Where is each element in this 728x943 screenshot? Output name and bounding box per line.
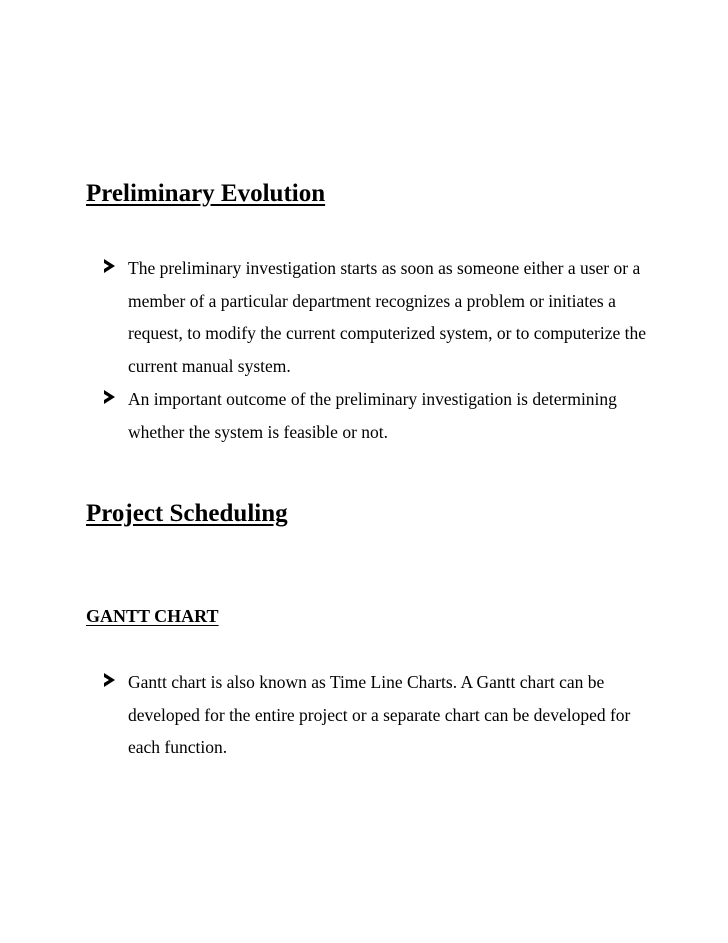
arrow-bullet-icon [104,383,124,416]
bullet-preliminary-1 [104,252,664,382]
heading-gantt-chart: GANTT CHART [86,606,219,626]
heading-project-scheduling: Project Scheduling [86,500,288,527]
bullet-text: Gantt chart is also known as Time Line Charts. A Gantt chart can be developed for the entire project or a separate chart can be developed for each function. [128,672,631,757]
bullet-preliminary-2 [104,383,664,448]
bullet-text: An important outcome of the preliminary investigation is determining whether the system is feasible or not. [128,389,617,442]
bullet-text: The preliminary investigation starts as soon as someone either a user or a member of a particular department recognizes a problem or initiates a request, to modify the current computerized system, or to computerize the current manual system. [128,258,647,376]
bullet-gantt-1 [104,666,664,764]
heading-preliminary-evolution: Preliminary Evolution [86,180,326,207]
arrow-bullet-icon [104,666,124,699]
arrow-bullet-icon [104,252,124,285]
